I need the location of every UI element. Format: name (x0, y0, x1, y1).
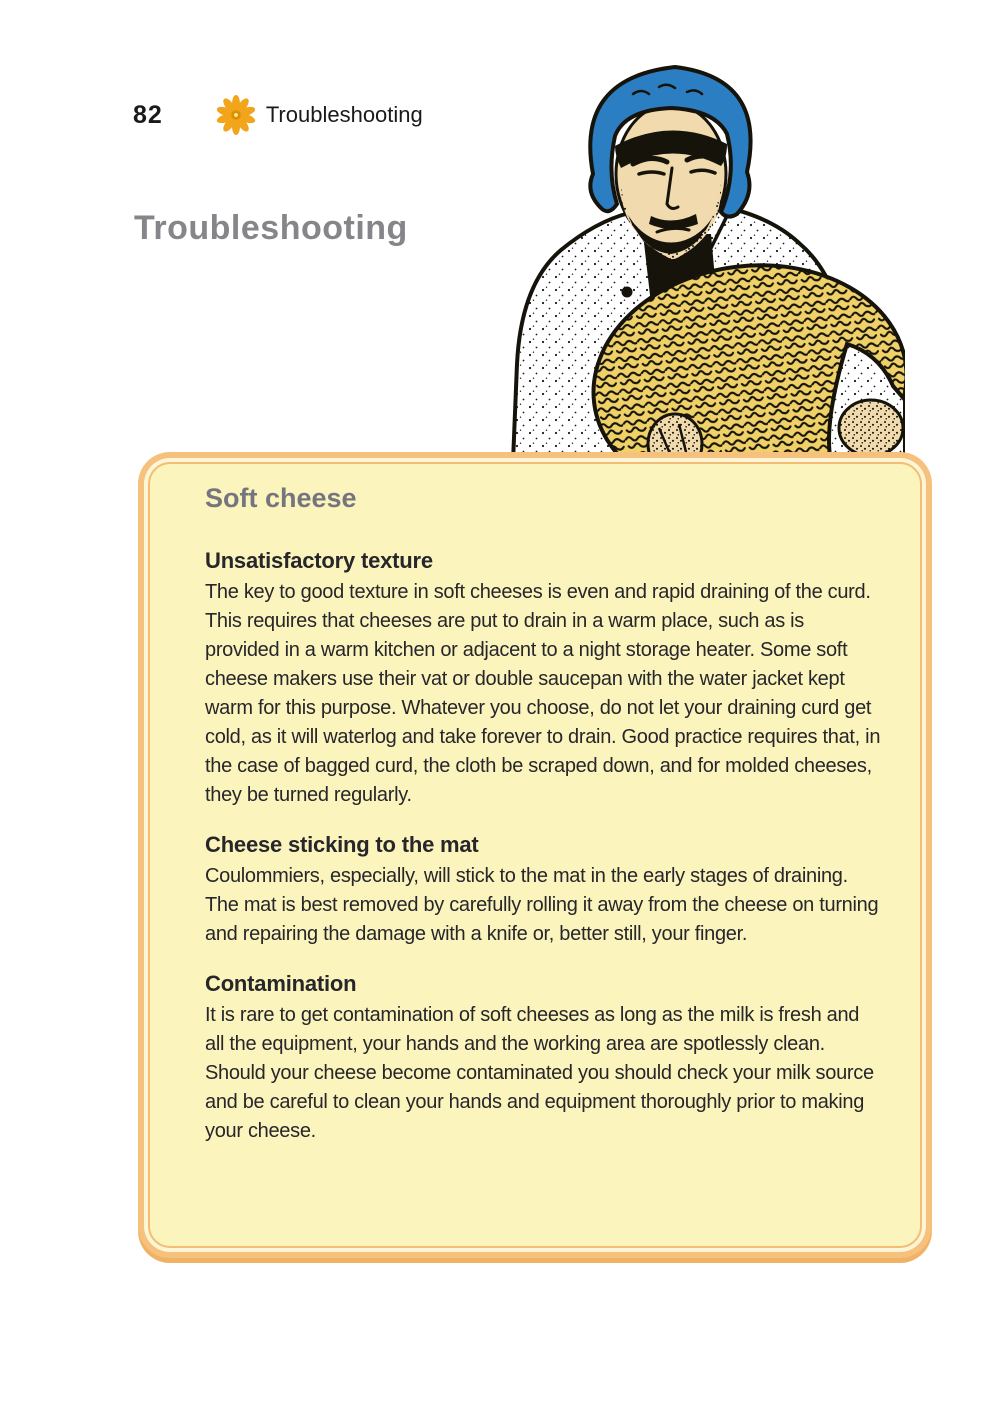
section-heading: Cheese sticking to the mat (205, 832, 479, 857)
running-header (133, 94, 423, 136)
cheesemaker-illustration (475, 52, 905, 462)
flower-icon (215, 94, 257, 136)
section-unsatisfactory-texture (205, 548, 882, 810)
soft-cheese-panel (148, 462, 922, 1248)
page-title: Troubleshooting (134, 209, 408, 247)
section-contamination (205, 971, 882, 1146)
section-heading: Unsatisfactory texture (205, 548, 433, 573)
panel-title: Soft cheese (205, 483, 357, 513)
section-body: The key to good texture in soft cheeses is even and rapid draining of the curd. This requires that cheeses are put to drain in a warm place, such as is provided in a warm kitchen or adjacent to a night storage heater. Some soft cheese makers use their vat or double saucepan with the water jacket kept warm for this purpose. Whatever you choose, do not let your draining curd get cold, as it will waterlog and take forever to drain. Good practice requires that, in the case of bagged curd, the cloth be scraped down, and for molded cheeses, they be turned regularly. (205, 581, 881, 806)
section-body: Coulommiers, especially, will stick to the mat in the early stages of draining. The mat is best removed by carefully rolling it away from the cheese on turning and repairing the damage with a knife or, better still, your finger. (205, 865, 879, 945)
page-number: 82 (133, 100, 163, 129)
running-header-label: Troubleshooting (265, 102, 423, 127)
section-body: It is rare to get contamination of soft cheeses as long as the milk is fresh and all the equipment, your hands and the working area are spotlessly clean. Should your cheese become contaminated you should check your milk source and be careful to clean your hands and equipment thoroughly prior to making your cheese. (205, 1004, 874, 1142)
section-cheese-sticking (205, 832, 882, 949)
section-heading: Contamination (205, 971, 357, 996)
